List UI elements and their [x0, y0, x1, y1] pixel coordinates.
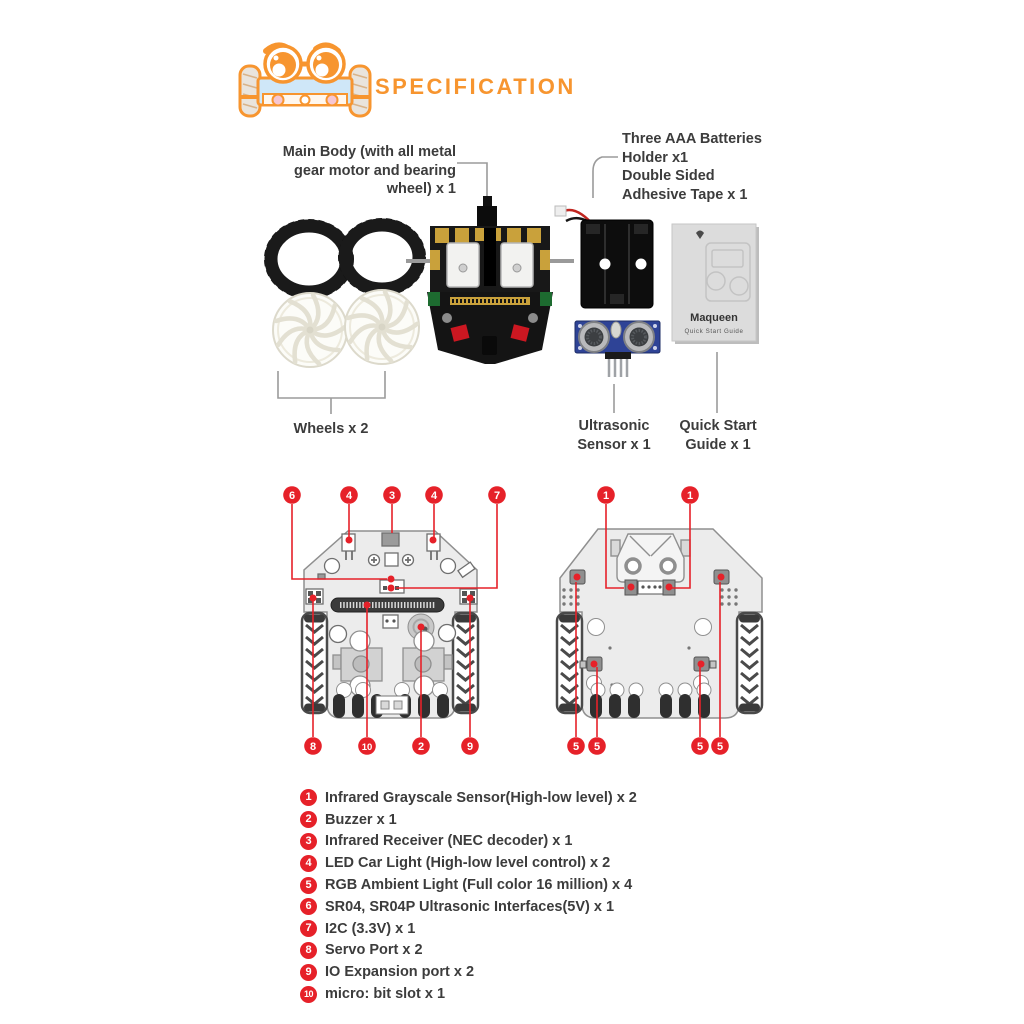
legend-number-badge: 4 [300, 855, 317, 872]
legend-item: 2 Buzzer x 1 [300, 809, 637, 831]
guide-label: Quick Start Guide x 1 [679, 418, 757, 453]
legend-item: 1 Infrared Grayscale Sensor(High-low level) x 2 [300, 787, 637, 809]
legend-number-badge: 5 [300, 877, 317, 894]
callout-number: 2 [417, 741, 425, 753]
callout-number: 1 [686, 490, 694, 502]
callout-number: 5 [593, 741, 601, 753]
callout-number: 5 [696, 741, 704, 753]
legend-item: 9 IO Expansion port x 2 [300, 961, 637, 983]
callout-number: 3 [388, 490, 396, 502]
wheels-label: Wheels x 2 [293, 421, 369, 437]
main-body-photo [406, 196, 574, 364]
legend-item: 4 LED Car Light (High-low level control) x 2 [300, 852, 637, 874]
legend-number-badge: 3 [300, 833, 317, 850]
legend-number-badge: 6 [300, 898, 317, 915]
page-title: SPECIFICATION [375, 74, 576, 99]
callout-number: 6 [288, 490, 296, 502]
annotated-diagrams [270, 483, 775, 773]
battery-holder-photo [555, 206, 653, 308]
guide-cover-subtitle: Quick Start Guide [684, 328, 744, 335]
legend-item: 7 I2C (3.3V) x 1 [300, 918, 637, 940]
diagram-top-view [302, 531, 478, 718]
callout-number: 10 [361, 742, 373, 753]
diagram-bottom-view [557, 529, 762, 718]
legend-number-badge: 2 [300, 811, 317, 828]
ultrasonic-label: Ultrasonic Sensor x 1 [577, 418, 651, 453]
callout-number: 5 [572, 741, 580, 753]
legend-number-badge: 7 [300, 920, 317, 937]
legend-number-badge: 10 [300, 986, 317, 1003]
callout-number: 8 [309, 741, 317, 753]
legend-item: 8 Servo Port x 2 [300, 940, 637, 962]
callout-number: 4 [345, 490, 353, 502]
legend-list [300, 787, 637, 1005]
guide-cover-title: Maqueen [690, 312, 738, 324]
main-body-label: Main Body (with all metal gear motor and bearing wheel) x 1 [282, 144, 456, 197]
callout-number: 4 [430, 490, 438, 502]
quick-start-guide-photo [672, 224, 759, 344]
tire-photos [266, 220, 424, 297]
ultrasonic-sensor-photo [575, 321, 660, 377]
legend-number-badge: 8 [300, 942, 317, 959]
legend-number-badge: 1 [300, 789, 317, 806]
legend-number-badge: 9 [300, 964, 317, 981]
callout-number: 9 [466, 741, 474, 753]
legend-item: 10 micro: bit slot x 1 [300, 983, 637, 1005]
callout-number: 7 [493, 490, 501, 502]
legend-item: 3 Infrared Receiver (NEC decoder) x 1 [300, 831, 637, 853]
legend-item: 6 SR04, SR04P Ultrasonic Interfaces(5V) x 1 [300, 896, 637, 918]
callout-number: 1 [602, 490, 610, 502]
batteries-label: Three AAA Batteries Holder x1 Double Sided Adhesive Tape x 1 [622, 131, 762, 203]
callout-number: 5 [716, 741, 724, 753]
robot-mascot-icon [238, 36, 372, 118]
legend-item: 5 RGB Ambient Light (Full color 16 million) x 4 [300, 874, 637, 896]
wheel-hub-photos [273, 290, 419, 367]
